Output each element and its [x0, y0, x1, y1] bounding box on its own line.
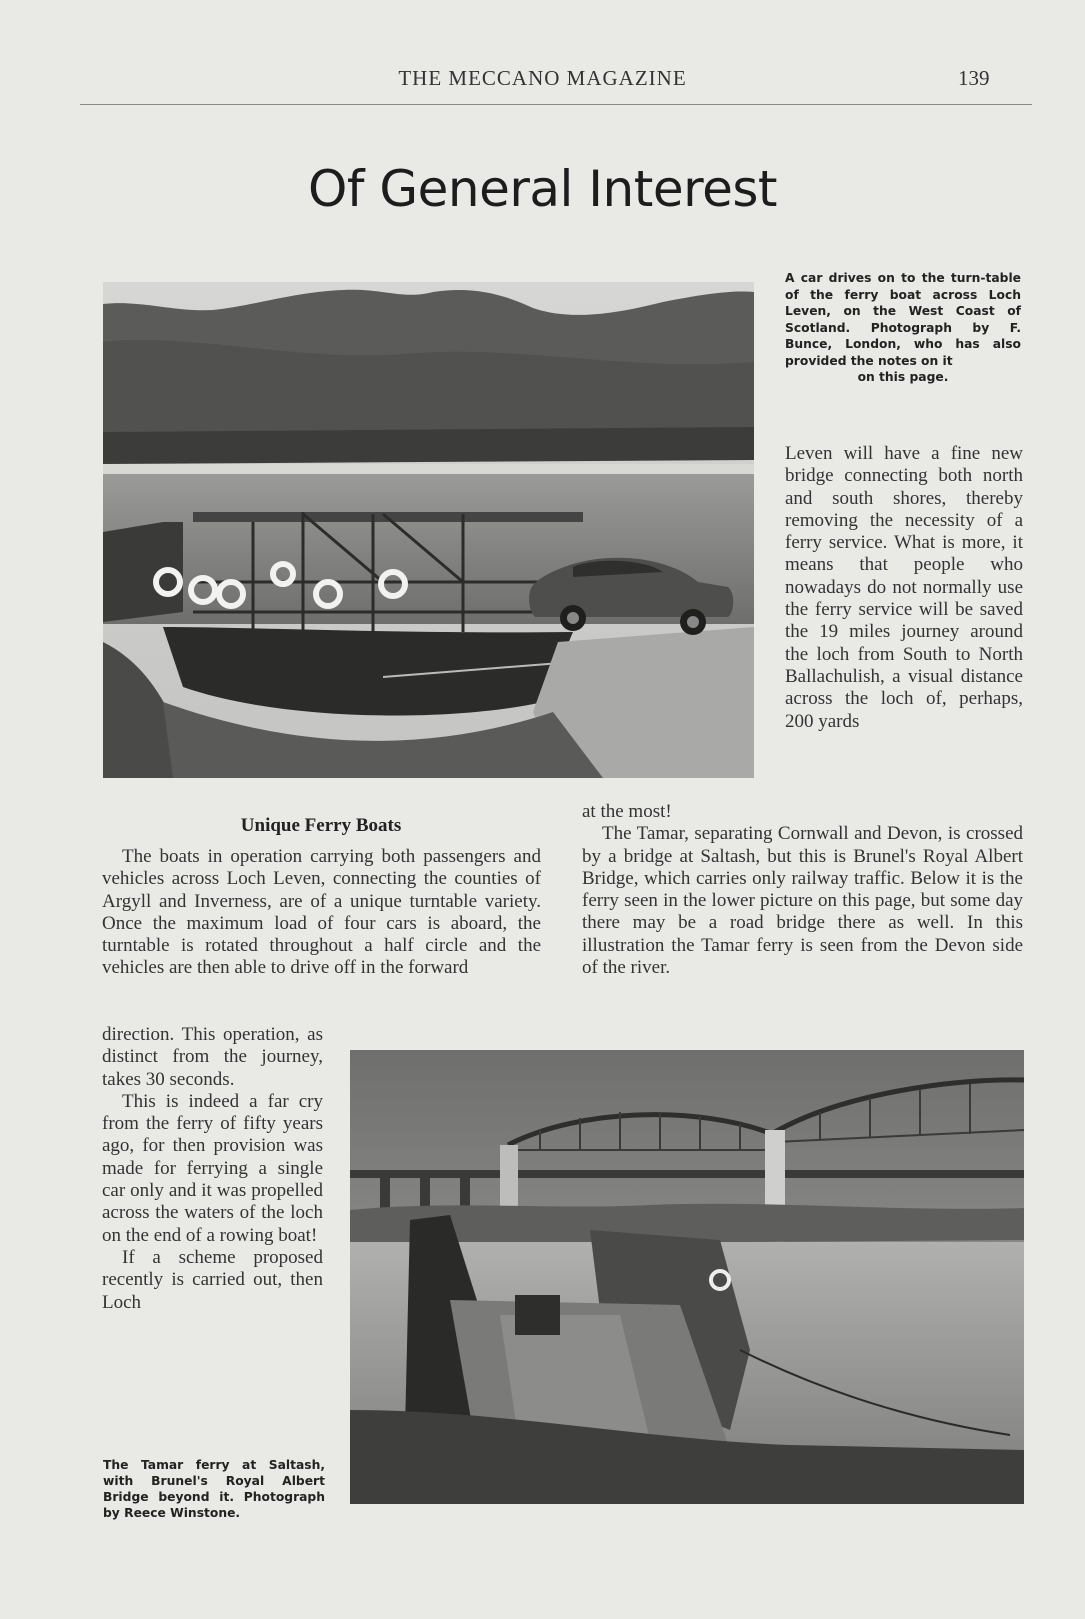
- article-paragraph: The Tamar, separating Cornwall and Devon, is crossed by a bridge at Saltash, but this is Brunel's Royal Albert Bridge, which carries only railway traffic. Below it is the ferry seen in the lower picture on this page, but some day there may be a road bridge there as well. In this illustration the Tamar ferry is seen from the Devon side of the river.: [582, 823, 1023, 979]
- article-right-column-middle: [582, 801, 1023, 979]
- running-head: THE MECCANO MAGAZINE: [398, 66, 687, 90]
- page-number: 139: [958, 66, 990, 90]
- page-title: Of General Interest: [308, 160, 777, 218]
- article-paragraph: at the most!: [582, 801, 672, 822]
- tamar-ferry-photo: [350, 1050, 1024, 1504]
- top-caption-text: A car drives on to the turn-table of the ferry boat across Loch Leven, on the West Coast of Scotland. Photograph by F. Bunce, London, who has also provided the notes on it: [785, 271, 1021, 368]
- article-paragraph: If a scheme proposed recently is carried out, then Loch: [102, 1246, 323, 1313]
- bottom-photo-caption: The Tamar ferry at Saltash, with Brunel's Royal Albert Bridge beyond it. Photograph by Reece Winstone.: [103, 1458, 325, 1520]
- top-caption-last-line: on this page.: [857, 370, 949, 384]
- article-paragraph: direction. This operation, as distinct from the journey, takes 30 seconds.: [102, 1024, 323, 1090]
- top-photo-caption: [785, 270, 1021, 386]
- article-left-column-upper: The boats in operation carrying both passengers and vehicles across Loch Leven, connecting the counties of Argyll and Inverness, are of a unique turntable variety. Once the maximum load of four cars is aboard, the turntable is rotated throughout a half circle and the vehicles are then able to drive off in the forward: [102, 846, 541, 979]
- article-subheading: Unique Ferry Boats: [240, 815, 402, 836]
- article-left-column-lower: [102, 1024, 323, 1314]
- article-right-column-top: Leven will have a fine new bridge connecting both north and south shores, thereby removing the necessity of a ferry service. What is more, it means that people who nowadays do not normally use the ferry service will be saved the 19 miles journey around the loch from South to North Ballachulish, a visual distance across the loch of, perhaps, 200 yards: [785, 443, 1023, 732]
- header-rule: [80, 104, 1032, 105]
- article-paragraph: This is indeed a far cry from the ferry of fifty years ago, for then provision was made for ferrying a single car only and it was propelled across the waters of the loch on the end of a rowing boat!: [102, 1090, 323, 1246]
- loch-leven-ferry-photo: [103, 282, 754, 778]
